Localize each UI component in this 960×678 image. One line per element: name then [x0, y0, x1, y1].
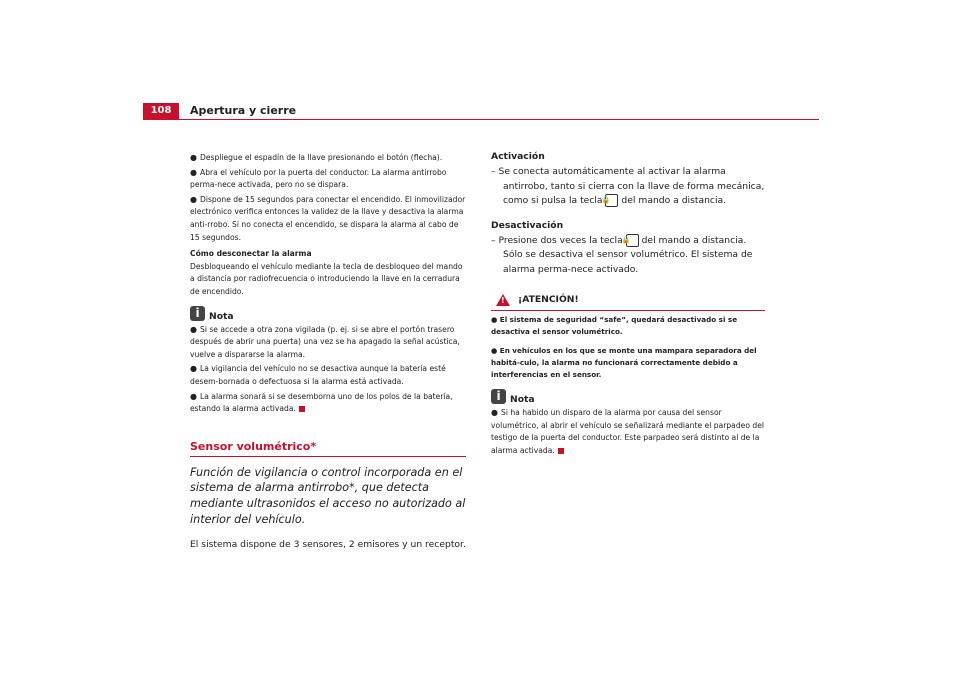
list-item: ● La alarma sonará si se desemborna uno de los polos de la batería, estando la alarma activada.	[190, 391, 453, 414]
note-label: Nota	[209, 310, 234, 322]
bullet-icon: ●	[190, 364, 197, 374]
end-of-section-icon	[299, 406, 305, 412]
activation-item: – Se conecta automáticamente al activar la alarma antirrobo, tanto si cierra con la llave de forma mecánica, como si pulsa la tecla 🔒 del mando a distancia.	[491, 166, 765, 207]
list-item: ● El sistema de seguridad “safe”, quedará desactivado si se desactiva el sensor volumétrico.	[491, 314, 738, 336]
bullet-icon: ●	[190, 391, 197, 401]
left-column	[190, 150, 466, 552]
note-icon: i	[190, 306, 205, 321]
bullet-icon: ●	[491, 345, 500, 355]
subheading: Cómo desconectar la alarma	[190, 249, 312, 259]
list-item: ● Abra el vehículo por la puerta del conductor. La alarma antirrobo perma-nece activada, pero no se dispara.	[190, 167, 447, 190]
warning-title: ¡ATENCIÓN!	[518, 294, 579, 306]
bullet-icon: ●	[491, 407, 498, 417]
deactivation-item: – Presione dos veces la tecla 🔒 del mando a distancia. Sólo se desactiva el sensor volumétrico. El sistema de alarma perma-nece activado.	[491, 234, 753, 275]
warning-header	[491, 294, 765, 311]
bullet-icon: ●	[190, 194, 197, 204]
deactivation-heading: Desactivación	[491, 219, 564, 231]
note-icon: i	[491, 389, 506, 404]
lock-key-icon: 🔒	[605, 194, 618, 207]
page-header-title: Apertura y cierre	[190, 104, 297, 117]
section-lead: Función de vigilancia o control incorporada en el sistema de alarma antirrobo*, que detecta mediante ultrasonidos el acceso no autorizado al interior del vehículo.	[190, 465, 466, 527]
list-item: ● La vigilancia del vehículo no se desactiva aunque la batería esté desem-bornada o defectuosa si la alarma está activada.	[190, 364, 446, 386]
end-of-section-icon	[558, 448, 564, 454]
activation-heading: Activación	[491, 151, 545, 162]
header-divider	[143, 119, 819, 120]
section-body: El sistema dispone de 3 sensores, 2 emisores y un receptor.	[190, 538, 466, 550]
note-label: Nota	[510, 393, 535, 405]
list-item: ● Despliegue el espadín de la llave presionando el botón (flecha).	[190, 152, 466, 165]
list-item: ● Si ha habido un disparo de la alarma por causa del sensor volumétrico, al abrir el vehículo se señalizará mediante el parpadeo del testigo de la puerta del conductor. Este parpadeo será distinto al de la alarma activada.	[491, 407, 764, 455]
note-header	[491, 388, 765, 405]
bullet-icon: ●	[190, 153, 197, 162]
lock-key-icon: 🔒	[626, 234, 639, 247]
warning-triangle-icon: !	[496, 294, 510, 306]
bullet-icon: ●	[491, 314, 500, 324]
bullet-icon: ●	[190, 167, 197, 177]
page-number: 108	[143, 103, 179, 119]
note-header	[190, 305, 466, 322]
warning-box	[491, 294, 765, 381]
list-item: ● Dispone de 15 segundos para conectar el encendido. El inmovilizador electrónico verifica entonces la validez de la llave y desactiva la alarma anti-rrobo. Si no conecta el encendido, se dispara la alarma al cabo de 15 segundos.	[190, 194, 466, 242]
right-column	[491, 150, 765, 457]
list-item: ● En vehículos en los que se monte una mampara separadora del habitá-culo, la alarma no funcionará correctamente debido a interferencias en el sensor.	[491, 345, 757, 379]
section-title: Sensor volumétrico*	[190, 440, 466, 457]
paragraph: Desbloqueando el vehículo mediante la tecla de desbloqueo del mando a distancia por radiofrecuencia o introduciendo la llave en la cerradura de encendido.	[190, 261, 463, 296]
list-item: ● Si se accede a otra zona vigilada (p. ej. si se abre el portón trasero después de abrir una puerta) una vez se ha apagado la señal acústica, vuelve a dispararse la alarma.	[190, 324, 460, 359]
bullet-icon: ●	[190, 324, 197, 334]
